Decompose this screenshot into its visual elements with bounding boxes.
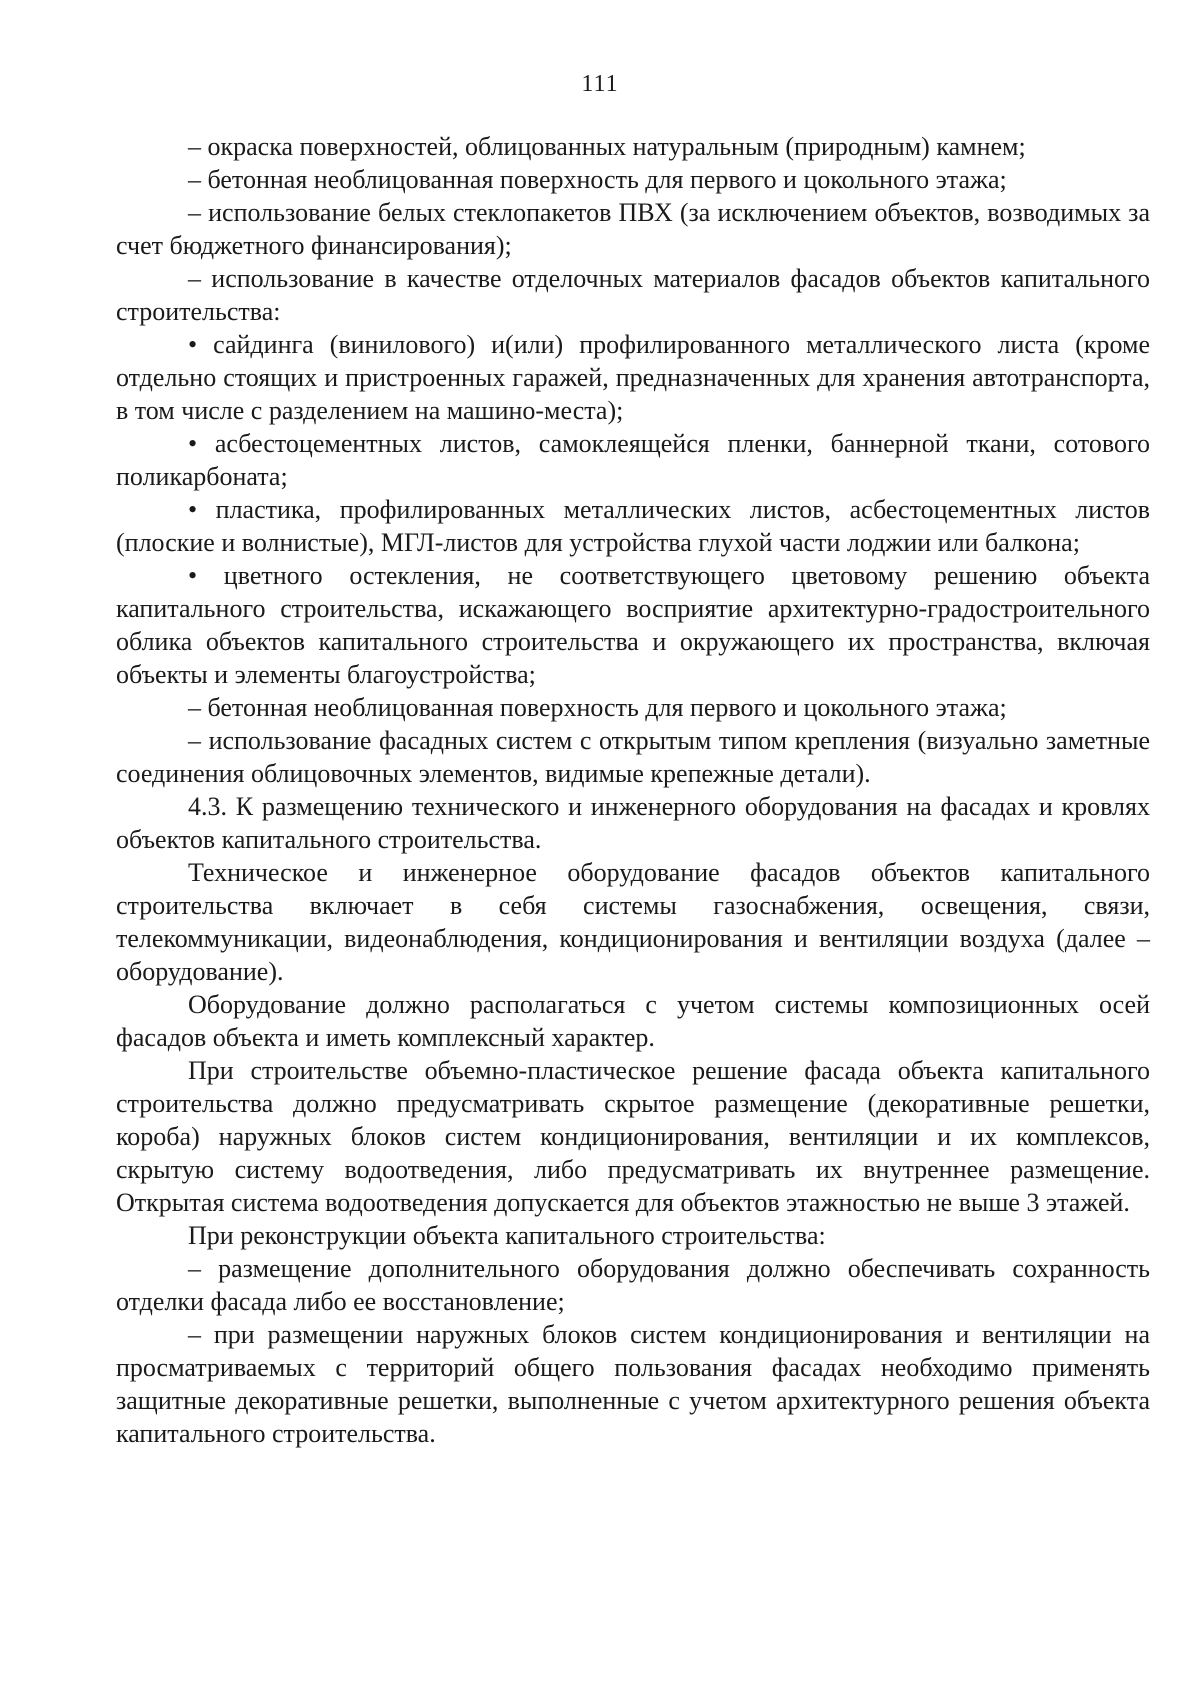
bullet-item: • пластика, профилированных металлических листов, асбестоцементных листов (плоские и волнистые), МГЛ-листов для устройства глухой части лоджии или балкона; [116, 495, 1150, 557]
paragraph-item: – бетонная необлицованная поверхность для первого и цокольного этажа; [188, 165, 1007, 194]
page-number: 111 [581, 71, 619, 97]
bullet-item: • цветного остекления, не соответствующего цветовому решению объекта капитального строительства, искажающего восприятие архитектурно-градостроительного облика объектов капитального строительства и окружающего их пространства, включая объекты и элементы благоустройства; [116, 561, 1150, 689]
body-paragraph: Оборудование должно располагаться с учетом системы композиционных осей фасадов объекта и иметь комплексный характер. [116, 990, 1150, 1052]
paragraph-item: – размещение дополнительного оборудования должно обеспечивать сохранность отделки фасада либо ее восстановление; [116, 1254, 1150, 1316]
body-paragraph: При реконструкции объекта капитального строительства: [188, 1221, 826, 1250]
body-paragraph: При строительстве объемно-пластическое решение фасада объекта капитального строительства должно предусматривать скрытое размещение (декоративные решетки, короба) наружных блоков систем кондиционирования, вентиляции и их комплексов, скрытую систему водоотведения, либо предусматривать их внутреннее размещение. Открытая система водоотведения допускается для объектов этажностью не выше 3 этажей. [116, 1056, 1150, 1217]
paragraph-item: – бетонная необлицованная поверхность для первого и цокольного этажа; [188, 693, 1007, 722]
paragraph-item: – использование белых стеклопакетов ПВХ (за исключением объектов, возводимых за счет бюджетного финансирования); [116, 198, 1150, 260]
body-paragraph: Техническое и инженерное оборудование фасадов объектов капитального строительства включает в себя системы газоснабжения, освещения, связи, телекоммуникации, видеонаблюдения, кондиционирования и вентиляции воздуха (далее – оборудование). [116, 858, 1150, 986]
paragraph-item: – окраска поверхностей, облицованных натуральным (природным) камнем; [188, 132, 1026, 161]
paragraph-item: – использование в качестве отделочных материалов фасадов объектов капитального строительства: [116, 264, 1150, 326]
bullet-item: • сайдинга (винилового) и(или) профилированного металлического листа (кроме отдельно стоящих и пристроенных гаражей, предназначенных для хранения автотранспорта, в том числе с разделением на машино-места); [116, 330, 1150, 425]
section-heading: 4.3. К размещению технического и инженерного оборудования на фасадах и кровлях объектов капитального строительства. [116, 792, 1150, 854]
bullet-item: • асбестоцементных листов, самоклеящейся пленки, баннерной ткани, сотового поликарбоната; [116, 429, 1150, 491]
paragraph-item: – использование фасадных систем с открытым типом крепления (визуально заметные соединения облицовочных элементов, видимые крепежные детали). [116, 726, 1150, 788]
document-body [116, 130, 1150, 1450]
paragraph-item: – при размещении наружных блоков систем кондиционирования и вентиляции на просматриваемых с территорий общего пользования фасадах необходимо применять защитные декоративные решетки, выполненные с учетом архитектурного решения объекта капитального строительства. [116, 1320, 1150, 1448]
